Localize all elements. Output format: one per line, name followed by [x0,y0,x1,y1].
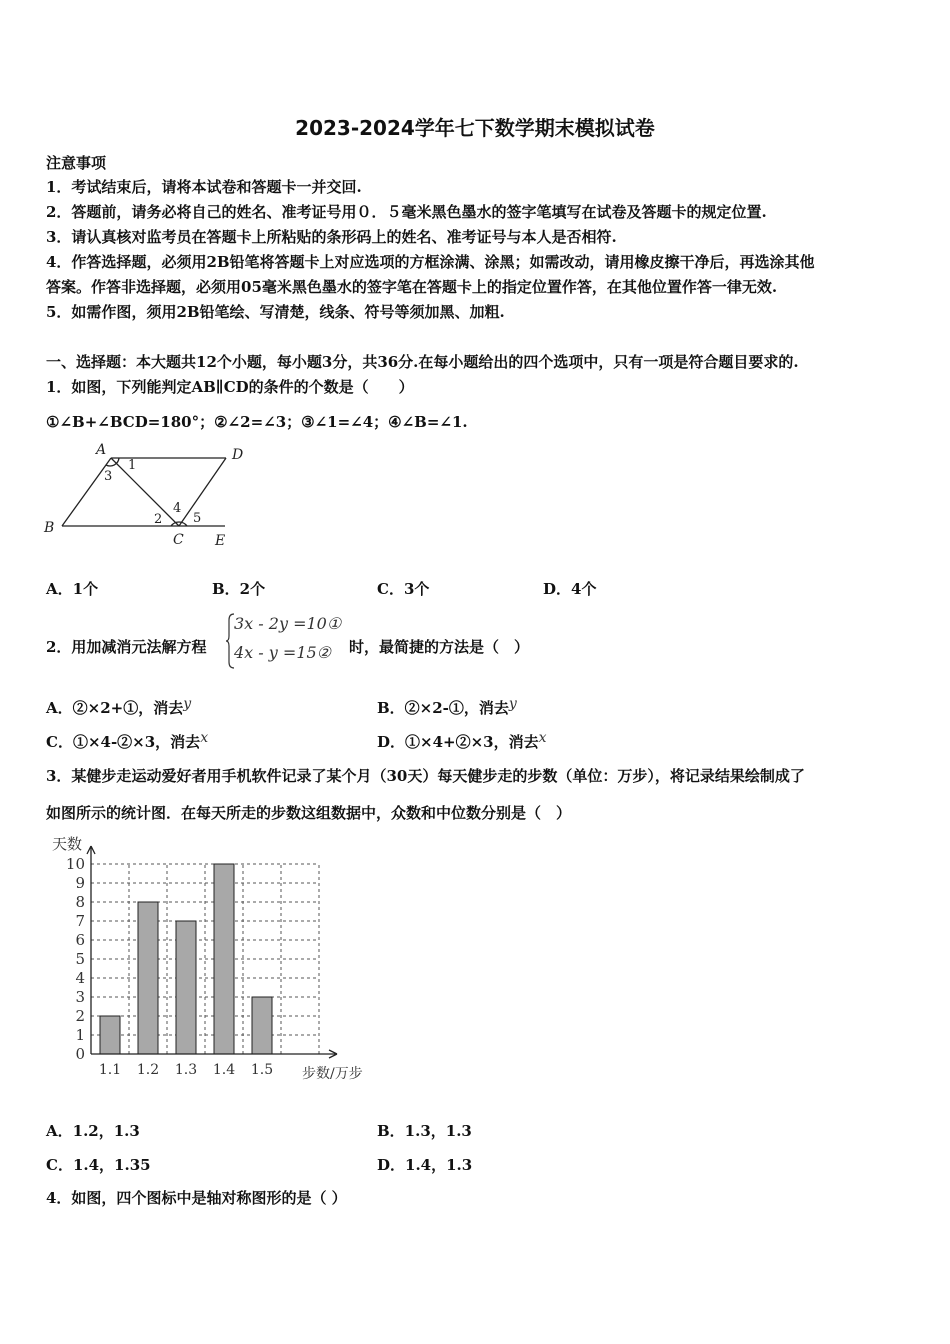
y-tick-label: 9 [75,874,85,892]
label-e: E [215,533,226,549]
x-tick-label: 1.5 [250,1062,274,1078]
q4-stem: 4．如图，四个图标中是轴对称图形的是（ ） [46,1189,347,1207]
label-a: A [96,442,107,458]
label-d: D [232,447,244,463]
q2-option-a[interactable] [46,697,191,718]
option-variable: y [508,696,517,712]
bar [100,1016,120,1054]
q3-option-a[interactable]: A．1.2，1.3 [46,1122,140,1140]
y-tick-label: 4 [75,969,85,987]
q3-stem-line2: 如图所示的统计图．在每天所走的步数这组数据中，众数和中位数分别是（ ） [46,804,572,822]
label-angle-1: 1 [128,458,137,473]
steps-bar-chart [44,832,384,1088]
x-tick-label: 1.4 [212,1062,236,1078]
q1-option-a[interactable]: A．1个 [46,580,99,598]
x-axis-title: 步数/万步 [302,1066,363,1082]
label-b: B [44,520,55,536]
option-text: D．①×4+②×3，消去 [377,733,539,751]
y-tick-label: 0 [75,1045,85,1063]
option-text: C．①×4-②×3，消去 [46,733,201,751]
q1-conditions: ①∠B+∠BCD=180°；②∠2=∠3；③∠1=∠4；④∠B=∠1. [46,413,468,431]
notice-item: 4．作答选择题，必须用2B铅笔将答题卡上对应选项的方框涂满、涂黑；如需改动，请用橡皮擦干净后，再选涂其他 [46,253,815,271]
x-tick-label: 1.2 [136,1062,160,1078]
notice-item: 答案。作答非选择题，必须用05毫米黑色墨水的签字笔在答题卡上的指定位置作答，在其他位置作答一律无效. [46,278,778,296]
q2-option-c[interactable] [46,731,208,752]
q3-option-c[interactable]: C．1.4，1.35 [46,1156,151,1174]
y-axis-title: 天数 [52,835,83,853]
q2-option-d[interactable] [377,731,547,752]
notice-item: 2．答题前，请务必将自己的姓名、准考证号用０．５毫米黑色墨水的签字笔填写在试卷及答题卡的规定位置. [46,203,767,221]
bar [214,864,234,1054]
bar [252,997,272,1054]
q2-option-b[interactable] [377,697,517,718]
option-variable: y [183,696,192,712]
q2-stem-after: 时，最简捷的方法是（ ） [349,638,530,656]
equation-2: 4x - y =15② [234,643,332,662]
segment-ac [111,458,182,526]
y-tick-label: 5 [75,950,85,968]
segment-dc [179,458,226,526]
q1-option-d[interactable]: D．4个 [543,580,597,598]
q1-parallelogram-figure [40,438,280,556]
option-variable: x [538,730,547,746]
q2-stem-before: 2．用加减消元法解方程 [46,638,207,656]
q1-option-b[interactable]: B．2个 [212,580,266,598]
label-angle-2: 2 [154,512,163,527]
y-tick-label: 3 [75,988,85,1006]
notice-heading: 注意事项 [46,154,107,172]
notice-item: 1．考试结束后，请将本试卷和答题卡一并交回. [46,178,362,196]
notice-item: 5．如需作图，须用2B铅笔绘、写清楚，线条、符号等须加黑、加粗. [46,303,505,321]
q3-option-d[interactable]: D．1.4，1.3 [377,1156,473,1174]
option-text: B．②×2-①，消去 [377,699,509,717]
equation-1: 3x - 2y =10① [234,614,342,633]
bar [176,921,196,1054]
y-tick-label: 6 [75,931,85,949]
y-tick-label: 7 [75,912,85,930]
section-heading: 一、选择题：本大题共12个小题，每小题3分，共36分.在每小题给出的四个选项中，只有一项是符合题目要求的. [46,353,799,371]
label-angle-3: 3 [104,469,113,484]
page-title: 2023-2024学年七下数学期末模拟试卷 [295,116,655,140]
bar [138,902,158,1054]
y-tick-label: 8 [75,893,85,911]
x-tick-label: 1.3 [174,1062,198,1078]
equation-system [226,612,348,670]
option-variable: x [200,730,209,746]
option-text: A．②×2+①，消去 [46,699,184,717]
notice-item: 3．请认真核对监考员在答题卡上所粘贴的条形码上的姓名、准考证号与本人是否相符. [46,228,617,246]
q3-stem-line1: 3．某健步走运动爱好者用手机软件记录了某个月（30天）每天健步走的步数（单位：万步），将记录结果绘制成了 [46,767,805,785]
y-tick-label: 1 [75,1026,85,1044]
y-tick-label: 2 [75,1007,85,1025]
label-angle-4: 4 [173,501,182,516]
q1-stem: 1．如图，下列能判定AB∥CD的条件的个数是（ ） [46,378,414,396]
label-c: C [173,532,184,548]
label-angle-5: 5 [193,511,202,526]
y-tick-label: 10 [65,855,85,873]
q3-option-b[interactable]: B．1.3，1.3 [377,1122,472,1140]
x-tick-label: 1.1 [98,1062,122,1078]
q1-option-c[interactable]: C．3个 [377,580,430,598]
